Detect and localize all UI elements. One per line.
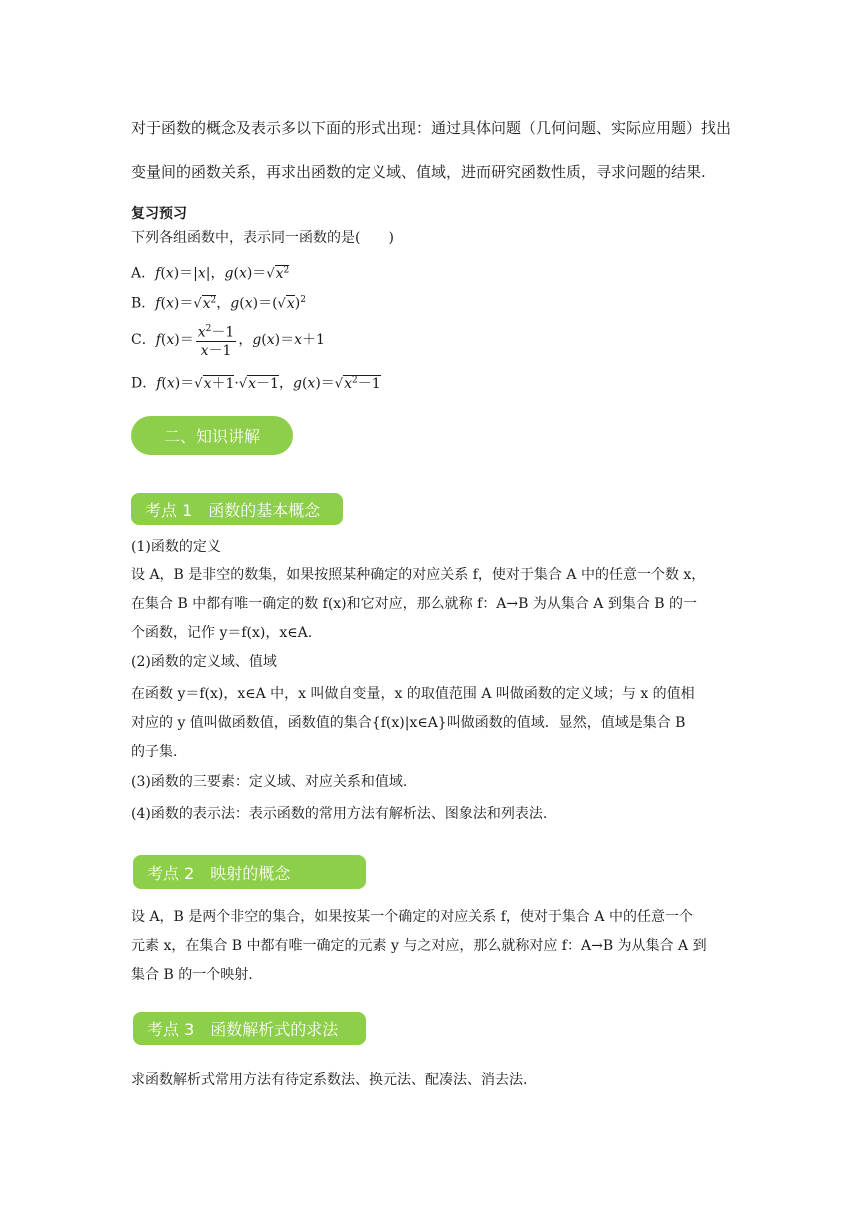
point-1-def-line-1: 设 A，B 是非空的数集，如果按照某种确定的对应关系 f，使对于集合 A 中的任意一个数 x， xyxy=(131,567,706,583)
point-1-def-heading: (1)函数的定义 xyxy=(131,539,221,555)
point-1-domain-heading: (2)函数的定义域、值域 xyxy=(131,654,277,670)
option-a: A．f(x)＝|x|，$g(x)=√x^2$ xyxy=(131,265,290,282)
point-2-line-2: 元素 x，在集合 B 中都有唯一确定的元素 y 与之对应，那么就称对应 f：A→B 为从集合 A 到 xyxy=(131,938,707,954)
option-c: C． f ( x )＝ $\frac{x^2-1}{x-1}$ ， g ( x )＝ x ＋1 xyxy=(131,320,325,360)
point-2-tab: 考点 2 映射的概念 xyxy=(133,855,366,889)
point-1-domain-line-2: 对应的 y 值叫做函数值，函数值的集合{f(x)|x∈A}叫做函数的值域．显然，值域是集合 B xyxy=(131,715,686,731)
intro-line-2: 变量间的函数关系，再求出函数的定义域、值域，进而研究函数性质，寻求问题的结果. xyxy=(131,163,706,181)
point-1-def-line-3: 个函数，记作 y＝f(x)，x∈A. xyxy=(131,625,313,641)
point-3-tab: 考点 3 函数解析式的求法 xyxy=(133,1012,366,1045)
intro-line-1: 对于函数的概念及表示多以下面的形式出现：通过具体问题（几何问题、实际应用题）找出 xyxy=(131,119,732,137)
point-1-representation: (4)函数的表示法：表示函数的常用方法有解析法、图象法和列表法. xyxy=(131,806,548,822)
option-d: D．f(x)＝√x＋1·√x－1，$g(x)=√x^2-1$ xyxy=(131,375,381,392)
point-1-domain-line-3: 的子集. xyxy=(131,744,178,760)
review-heading: 复习预习 xyxy=(131,206,187,222)
point-2-line-1: 设 A，B 是两个非空的集合，如果按某一个确定的对应关系 f，使对于集合 A 中的任意一个 xyxy=(131,909,693,925)
option-b: B．$f(x)=√x^2$，$g(x)=(√x)^2$ xyxy=(131,295,306,312)
point-1-def-line-2: 在集合 B 中都有唯一确定的数 f(x)和它对应，那么就称 f：A→B 为从集合 A 到集合 B 的一 xyxy=(131,596,698,612)
point-1-three-elements: (3)函数的三要素：定义域、对应关系和值域. xyxy=(131,774,408,790)
review-question: 下列各组函数中，表示同一函数的是( ) xyxy=(131,230,394,246)
point-2-line-3: 集合 B 的一个映射. xyxy=(131,967,253,983)
point-1-tab: 考点 1 函数的基本概念 xyxy=(131,493,343,525)
section-2-banner: 二、知识讲解 xyxy=(131,416,293,455)
point-3-line-1: 求函数解析式常用方法有待定系数法、换元法、配凑法、消去法. xyxy=(131,1072,528,1088)
point-1-domain-line-1: 在函数 y＝f(x)，x∈A 中，x 叫做自变量，x 的取值范围 A 叫做函数的定义域；与 x 的值相 xyxy=(131,686,695,702)
